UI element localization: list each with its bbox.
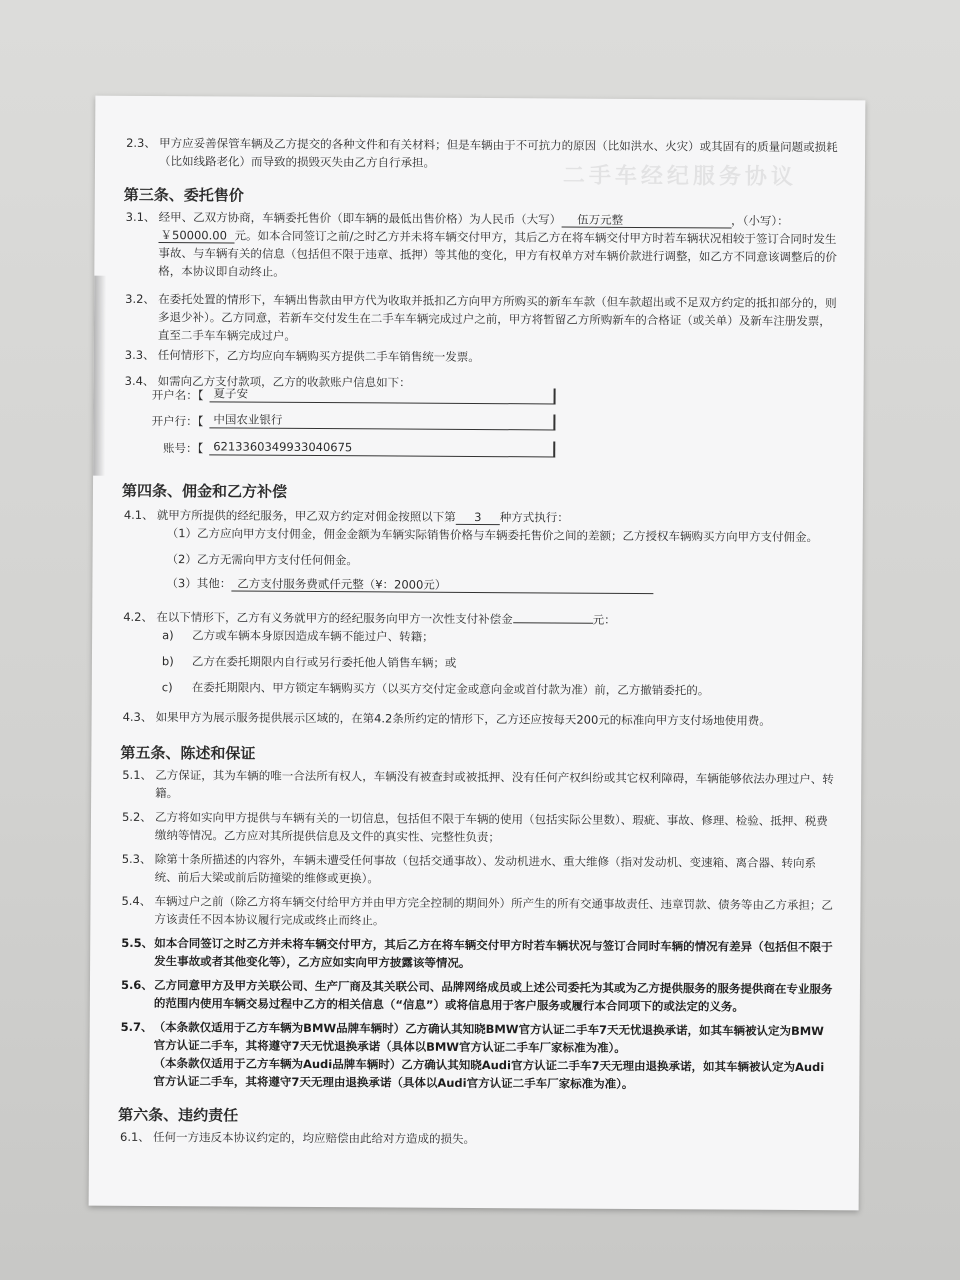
clause-3-2 bbox=[94, 290, 864, 343]
clause-3-4 bbox=[94, 372, 864, 390]
item-c-marker: c) bbox=[161, 680, 173, 695]
option-1: （1）乙方应向甲方支付佣金，佣金金额为车辆实际销售价格与车辆委托售价之间的差额；乙方授权车辆购买方向甲方支付佣金。 bbox=[166, 526, 819, 545]
price-lowercase-field: ￥50000.00 bbox=[158, 228, 234, 243]
clause-4-3 bbox=[92, 708, 862, 728]
bank-field: 中国农业银行 bbox=[209, 412, 555, 430]
section-5-title: 第五条、陈述和保证 bbox=[120, 743, 256, 763]
clause-text: 乙方保证，其为车辆的唯一合法所有权人，车辆没有被查封或被抵押、没有任何产权纠纷或其它权利障碍，车辆能够依法办理过户、转籍。 bbox=[155, 768, 834, 801]
clause-text: 如本合同签订之时乙方并未将车辆交付甲方，其后乙方在将车辆交付甲方时若车辆状况与签订合同时车辆的情况有差异（包括但不限于发生事故或者其他变化等），乙方应如实向甲方披露该等情况。 bbox=[154, 936, 833, 970]
clause-number: 6.1、 bbox=[119, 1129, 150, 1145]
clause-text: 甲方应妥善保管车辆及乙方提交的各种文件和有关材料；但是车辆由于不可抗力的原因（比如洪水、火灾）或其固有的质量问题或损耗（比如线路老化）而导致的损毁灭失由乙方自行承担。 bbox=[158, 136, 838, 170]
compensation-field bbox=[513, 622, 593, 623]
clause-text: 乙方将如实向甲方提供与车辆有关的一切信息，包括但不限于车辆的使用（包括实际公里数）、瑕疵、事故、修理、检验、抵押、税费缴纳等情况。乙方应对其所提供信息及文件的真实性、完整性负责； bbox=[154, 810, 828, 845]
clause-number: 2.3、 bbox=[126, 135, 156, 151]
page-shadow bbox=[93, 276, 106, 476]
clause-number: 3.1、 bbox=[125, 209, 156, 225]
document-page bbox=[89, 96, 866, 1211]
clause-text: 车辆过户之前（除乙方将车辆交付给甲方并由甲方完全控制的期间外）所产生的所有交通事故责任、违章罚款、债务等由乙方承担；乙方该责任不因本协议履行完成或终止而终止。 bbox=[154, 894, 834, 928]
clause-text: 在以下情形下，乙方有义务就甲方的经纪服务向甲方一次性支付补偿金 元： bbox=[156, 610, 616, 627]
item-b-text: 乙方在委托期限内自行或另行委托他人销售车辆；或 bbox=[191, 654, 457, 670]
clause-number: 4.3、 bbox=[122, 709, 153, 725]
account-name-field: 夏子安 bbox=[210, 386, 556, 404]
account-number-field: 6213360349933040675 bbox=[209, 439, 555, 457]
clause-2-3 bbox=[95, 134, 865, 170]
clause-text: 任何情形下，乙方均应向车辆购买方提供二手车销售统一发票。 bbox=[157, 348, 480, 365]
clause-text: 在委托处置的情形下，车辆出售款由甲方代为收取并抵扣乙方向甲方所购买的新车车款（但车款超出或不足双方约定的抵扣部分的，则多退少补）。乙方同意，若新车交付发生在二手车车辆完成过户之前，甲方将暂留乙方所购新车的合格证（或关单）及新车注册发票，直至二手车车辆完成过户。 bbox=[157, 292, 837, 343]
clause-5-5 bbox=[90, 934, 860, 970]
clause-text: 如果甲方为展示服务提供展示区域的，在第4.2条所约定的情形下，乙方还应按每天200元的标准向甲方支付场地使用费。 bbox=[155, 710, 771, 728]
section-6-title: 第六条、违约责任 bbox=[118, 1105, 239, 1125]
clause-number: 5.1、 bbox=[122, 767, 153, 783]
clause-text: 乙方同意甲方及甲方关联公司、生产厂商及其关联公司、品牌网络成员或上述公司委托为其或为乙方提供服务的服务提供商在专业服务的范围内使用车辆交易过程中乙方的相关信息（“信息”）或将信息用于客户服务或履行本合同项下的或法定的义务。 bbox=[153, 978, 833, 1014]
account-name-label: 开户名：【 bbox=[151, 388, 204, 403]
item-a-marker: a) bbox=[162, 628, 174, 643]
clause-text: 就甲方所提供的经纪服务，甲乙双方约定对佣金按照以下第 3 种方式执行： bbox=[156, 508, 569, 525]
clause-5-3 bbox=[91, 850, 861, 886]
clause-text: 如需向乙方支付款项，乙方的收款账户信息如下： bbox=[157, 374, 411, 390]
clause-4-2 bbox=[92, 608, 862, 627]
bank-label: 开户行：【 bbox=[151, 414, 204, 429]
clause-4-1 bbox=[93, 506, 863, 525]
show-through-text: 二手车经纪服务协议 bbox=[562, 163, 798, 190]
section-4-title: 第四条、佣金和乙方补偿 bbox=[121, 481, 288, 501]
clause-5-1 bbox=[91, 766, 861, 801]
clause-5-2 bbox=[91, 808, 861, 845]
commission-option-field: 3 bbox=[456, 510, 500, 525]
clause-text: 经甲、乙双方协商，车辆委托售价（即车辆的最低出售价格）为人民币（大写） 伍万元整 ，（小写）： ￥50000.00 元。如本合同签订之前/之时乙方并未将车辆交付甲方，其后乙方在将车辆交付甲方时若车辆状况相较于签订合同时发生事故、与车辆有关的信息（包括但不限于违章、抵押）等其他的变化，甲方有权单方对车辆价款进行调整，如乙方不同意该调整后的价格，本协议即自动终止。 bbox=[158, 210, 837, 279]
account-number-row bbox=[131, 439, 591, 460]
clause-number: 5.2、 bbox=[121, 809, 152, 825]
clause-number: 5.7、 bbox=[120, 1019, 153, 1035]
clause-text: 除第十条所描述的内容外，车辆未遭受任何事故（包括交通事故）、发动机进水、重大维修（指对发动机、变速箱、离合器、转向系统、前后大梁或前后防撞梁的维修或更换）。 bbox=[154, 852, 817, 886]
clause-number: 4.1、 bbox=[123, 507, 154, 523]
option-2: （2）乙方无需向甲方支付任何佣金。 bbox=[166, 552, 358, 568]
other-option-field: 乙方支付服务费贰仟元整（¥：2000元） bbox=[231, 576, 653, 594]
clause-text: 任何一方违反本协议约定的，均应赔偿由此给对方造成的损失。 bbox=[152, 1130, 476, 1146]
bank-row bbox=[131, 412, 591, 433]
price-uppercase-field: 伍万元整 bbox=[561, 213, 731, 229]
clause-number: 5.3、 bbox=[121, 851, 152, 867]
clause-5-6 bbox=[90, 976, 860, 1014]
clause-5-4 bbox=[91, 892, 861, 928]
clause-number: 5.5、 bbox=[121, 935, 154, 951]
item-b-marker: b) bbox=[161, 654, 174, 669]
clause-3-1 bbox=[95, 208, 865, 279]
option-3: （3）其他： 乙方支付服务费贰仟元整（¥：2000元） bbox=[166, 574, 653, 595]
account-name-row bbox=[132, 386, 592, 407]
item-a-text: 乙方或车辆本身原因造成车辆不能过户、转籍； bbox=[192, 628, 434, 644]
clause-number: 5.6、 bbox=[120, 977, 153, 993]
item-c-text: 在委托期限内、甲方锁定车辆购买方（以买方交付定金或意向金或首付款为准）前，乙方撤销委托的。 bbox=[191, 680, 710, 698]
clause-number: 4.2、 bbox=[123, 609, 154, 625]
clause-5-7 bbox=[90, 1018, 860, 1091]
clause-number: 5.4、 bbox=[121, 893, 152, 909]
clause-number: 3.2、 bbox=[125, 291, 155, 307]
clause-text: （本条款仅适用于乙方车辆为BMW品牌车辆时）乙方确认其知晓BMW官方认证二手车7天无忧退换承诺，如其车辆被认定为BMW官方认证二手车，其将遵守7天无忧退换承诺（具体以BMW官方认证二手车厂家标准为准）。 （本条款仅适用于乙方车辆为Audi品牌车辆时）乙方确认其知晓Audi官方认证二手车7天无理由退换承诺，如其车辆被认定为Audi官方认证二手车，其将遵守7天无理由退换承诺（具体以Audi官方认证二手车厂家标准为准）。 bbox=[153, 1020, 825, 1091]
section-3-title: 第三条、委托售价 bbox=[123, 185, 244, 205]
clause-number: 3.3、 bbox=[124, 347, 155, 363]
clause-6-1 bbox=[89, 1128, 859, 1146]
clause-number: 3.4、 bbox=[124, 373, 155, 389]
account-number-label: 账号：【 bbox=[162, 441, 204, 456]
